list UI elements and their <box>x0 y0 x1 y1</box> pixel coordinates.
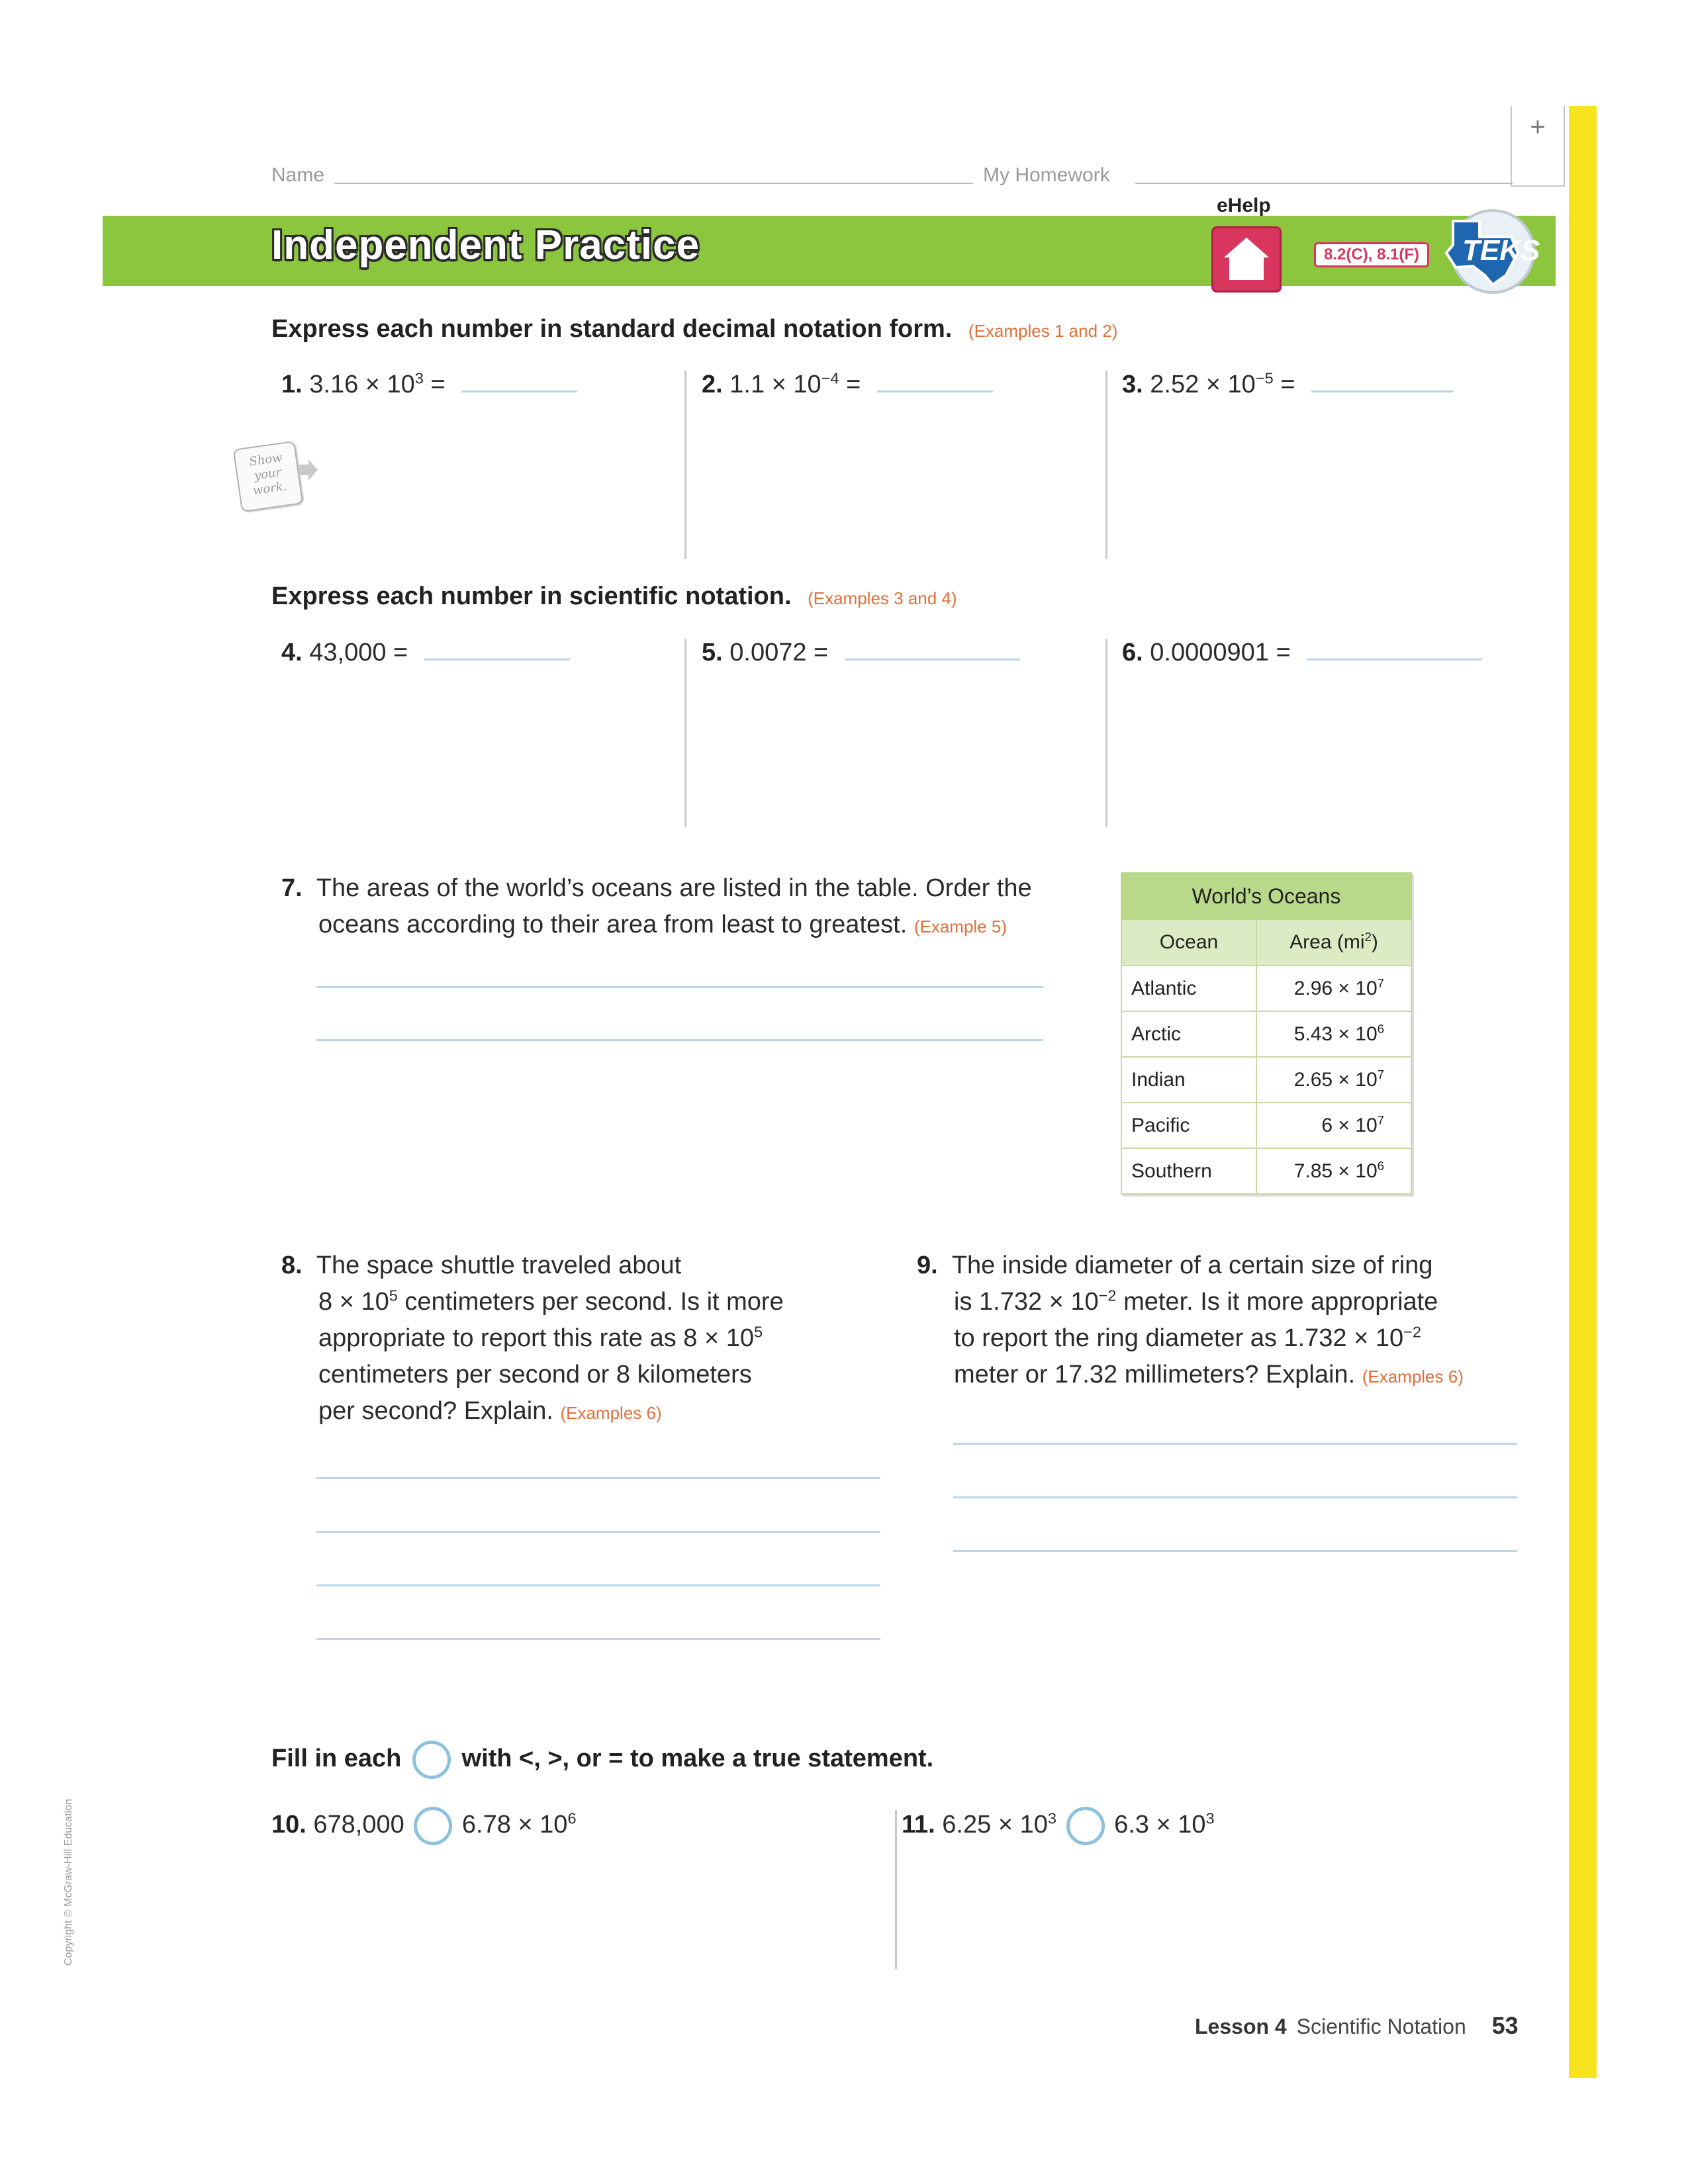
answer-5[interactable] <box>845 659 1020 660</box>
teks-label: TEKS <box>1462 234 1540 267</box>
q8-ref: (Examples 6) <box>560 1403 662 1423</box>
circle-symbol-icon <box>412 1741 451 1779</box>
separator-1 <box>684 371 686 559</box>
arrow-icon <box>297 458 320 482</box>
banner-title: Independent Practice <box>271 222 700 268</box>
oceans-table-title: World’s Oceans <box>1121 873 1411 919</box>
answer-1[interactable] <box>461 390 577 392</box>
ocean-area: $2.65 \times 10^7$ <box>1256 1057 1411 1103</box>
problem-5: 5. 0.0072 = <box>702 639 1020 667</box>
ocean-name: Indian <box>1121 1057 1256 1103</box>
homework-label: My Homework <box>983 164 1110 186</box>
ehelp-label: eHelp <box>1217 195 1271 216</box>
problem-4: 4. 43,000 = <box>281 639 570 667</box>
answer-4[interactable] <box>424 659 570 660</box>
q9-answer-line-1[interactable] <box>953 1443 1517 1445</box>
comparison-circle-11[interactable] <box>1066 1807 1105 1845</box>
problem-1: 1. $3.16 \times 10^3$ = <box>281 371 577 399</box>
section3-instruction: Fill in each with <, >, or = to make a true statement. <box>271 1741 933 1779</box>
ocean-name: Southern <box>1121 1148 1256 1194</box>
ocean-name: Pacific <box>1121 1103 1256 1148</box>
show-your-work-sticker <box>233 441 303 512</box>
section1-ref: (Examples 1 and 2) <box>968 321 1118 341</box>
table-row <box>1121 1103 1411 1148</box>
ehelp-home-button[interactable] <box>1211 226 1282 293</box>
question-7: 7. The areas of the world’s oceans are listed in the table. Order the oceans according to their area from least to greatest. (Example 5) <box>281 874 1032 938</box>
footer-lesson: Lesson 4 <box>1195 2015 1287 2038</box>
q7-answer-line-2[interactable] <box>316 1039 1043 1041</box>
answer-6[interactable] <box>1307 659 1482 660</box>
q8-answer-line-1[interactable] <box>316 1477 880 1479</box>
oceans-table <box>1121 872 1412 1195</box>
teks-logo <box>1433 206 1539 299</box>
q9-answer-line-3[interactable] <box>953 1550 1517 1552</box>
q9-ref: (Examples 6) <box>1362 1367 1464 1387</box>
show-your-work-label: Show your work. <box>248 450 288 498</box>
corner-tab[interactable] <box>1511 106 1565 187</box>
homework-line <box>1135 183 1513 184</box>
section1-instruction: Express each number in standard decimal notation form. (Examples 1 and 2) <box>271 315 1118 343</box>
table-row <box>1121 966 1411 1011</box>
separator-2 <box>1105 371 1107 559</box>
section2-ref: (Examples 3 and 4) <box>808 588 957 608</box>
table-row <box>1121 1057 1411 1103</box>
home-icon <box>1213 228 1280 291</box>
col-header-ocean: Ocean <box>1121 919 1256 966</box>
footer-lesson-title: Scientific Notation <box>1296 2015 1466 2038</box>
q8-answer-line-4[interactable] <box>316 1638 880 1640</box>
q7-answer-line-1[interactable] <box>316 986 1043 988</box>
problem-6: 6. 0.0000901 = <box>1122 639 1482 667</box>
question-9: 9. The inside diameter of a certain size of ring is $1.732 \times 10^{-2}$ meter. Is it more appropriate to report the ring diameter as $1.732 \times 10^{-2}$ meter or 17.32 millimeters? Explain. (Examples 6) <box>917 1251 1464 1388</box>
table-row <box>1121 1011 1411 1057</box>
copyright-notice: Copyright © McGraw-Hill Education <box>63 1799 74 1966</box>
teks-codes-badge: 8.2(C), 8.1(F) <box>1314 242 1429 267</box>
problem-3: 3. $2.52 \times 10^{-5}$ = <box>1122 371 1454 399</box>
q8-answer-line-2[interactable] <box>316 1531 880 1533</box>
answer-2[interactable] <box>877 390 993 392</box>
name-label: Name <box>271 164 325 186</box>
plus-icon: + <box>1530 113 1546 142</box>
q7-ref: (Example 5) <box>914 917 1007 936</box>
problem-2: 2. $1.1 \times 10^{-4}$ = <box>702 371 993 399</box>
footer <box>1195 2012 1519 2040</box>
ocean-area: $2.96 \times 10^7$ <box>1256 966 1411 1011</box>
col-header-area: Area $(mi^2)$ <box>1256 919 1411 966</box>
section2-instruction: Express each number in scientific notation. (Examples 3 and 4) <box>271 582 957 610</box>
ocean-area: $7.85 \times 10^6$ <box>1256 1148 1411 1194</box>
problem-11: 11. $6.25 \times 10^3$ $6.3 \times 10^3$ <box>902 1807 1215 1845</box>
separator-4 <box>1105 639 1107 827</box>
separator-3 <box>684 639 686 827</box>
q8-answer-line-3[interactable] <box>316 1584 880 1586</box>
question-8: 8. The space shuttle traveled about $8 \times 10^5$ centimeters per second. Is it more appropriate to report this rate as $8 \times 10^5$ centimeters per second or 8 kilometers per second? Explain. (Examples 6) <box>281 1251 784 1425</box>
q9-answer-line-2[interactable] <box>953 1496 1517 1498</box>
ocean-name: Atlantic <box>1121 966 1256 1011</box>
problem-10: 10. 678,000 $6.78 \times 10^6$ <box>271 1807 577 1845</box>
page-edge-stripe <box>1569 106 1597 2078</box>
answer-3[interactable] <box>1311 390 1454 392</box>
page-number: 53 <box>1491 2012 1519 2039</box>
comparison-circle-10[interactable] <box>414 1807 452 1845</box>
name-line[interactable] <box>334 183 973 184</box>
ocean-area: $6 \times 10^7$ <box>1256 1103 1411 1148</box>
ocean-area: $5.43 \times 10^6$ <box>1256 1011 1411 1057</box>
table-row <box>1121 1148 1411 1194</box>
separator-5 <box>895 1810 897 1969</box>
ocean-name: Arctic <box>1121 1011 1256 1057</box>
